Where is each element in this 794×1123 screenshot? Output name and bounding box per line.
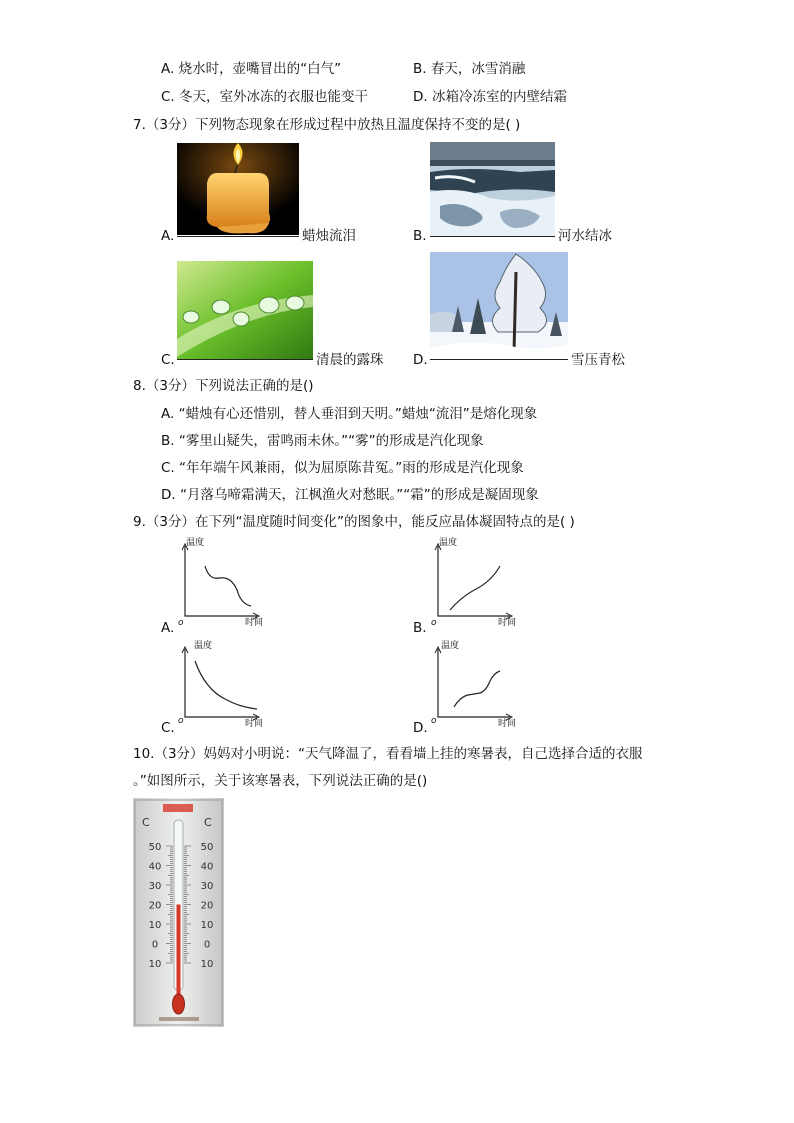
scale-label-left: 0 [151,939,159,951]
q9-b-origin: o [431,618,437,628]
q9-c-y-label: 温度 [194,641,213,651]
q8-option-a: A. “蜡烛有心还惜别，替人垂泪到天明。”蜡烛“流泪”是熔化现象 [161,406,538,422]
scale-label-left: 40 [148,861,162,873]
q9-a-x-label: 时间 [245,618,264,628]
dewdrop-image [177,261,313,359]
q9-c-origin: o [178,716,184,726]
q10-stem-line2: 。”如图所示，关于该寒暑表，下列说法正确的是() [133,773,428,789]
scale-label-right: 20 [200,900,214,912]
q9-b-y-label: 温度 [439,538,458,548]
frozen-river-image [430,142,555,236]
q7-b-underline [430,236,555,237]
scale-label-left: 20 [148,900,162,912]
q9-option-d-letter: D. [413,720,428,736]
q7-d-underline [430,359,568,360]
thermometer-image [133,798,224,1027]
q9-option-c-letter: C. [161,720,175,736]
q6-option-c: C. 冬天，室外冰冻的衣服也能变干 [161,89,369,105]
q8-stem: 8.（3分）下列说法正确的是() [133,378,314,394]
q7-option-c-caption: 清晨的露珠 [316,352,384,368]
q9-d-y-label: 温度 [441,641,460,651]
q9-a-origin: o [178,618,184,628]
q7-a-underline [177,236,299,237]
q9-d-x-label: 时间 [498,719,517,729]
q6-option-b: B. 春天，冰雪消融 [413,61,526,77]
q7-c-underline [177,359,313,360]
scale-label-right: 10 [200,920,214,931]
candle-image [177,143,299,235]
q9-c-x-label: 时间 [245,719,264,729]
snow-pine-image [430,252,568,359]
q7-option-c-letter: C. [161,352,175,368]
scale-label-right: 10 [200,959,214,970]
q7-option-d-letter: D. [413,352,428,368]
q9-stem: 9.（3分）在下列“温度随时间变化”的图象中，能反应晶体凝固特点的是( ) [133,514,575,530]
q9-option-a-letter: A. [161,620,175,636]
q7-stem: 7.（3分）下列物态现象在形成过程中放热且温度保持不变的是( ) [133,117,521,133]
q9-a-y-label: 温度 [186,538,205,548]
q7-option-a-letter: A. [161,228,175,244]
q7-option-b-caption: 河水结冰 [558,228,612,244]
q8-option-c: C. “年年端午风兼雨，似为屈原陈昔冤。”雨的形成是汽化现象 [161,460,524,476]
q9-b-x-label: 时间 [498,618,517,628]
q8-option-d: D. “月落乌啼霜满天，江枫渔火对愁眠。”“霜”的形成是凝固现象 [161,487,539,503]
q7-option-a-caption: 蜡烛流泪 [302,228,356,244]
scale-label-right: 50 [200,842,214,853]
unit-left: C [142,816,150,829]
scale-label-right: 0 [203,939,211,951]
scale-label-left: 10 [148,959,162,970]
q9-d-origin: o [431,716,437,726]
unit-right: C [204,816,212,829]
scale-label-left: 10 [148,920,162,931]
q9-option-b-letter: B. [413,620,427,636]
scale-label-left: 30 [148,881,162,892]
q7-option-b-letter: B. [413,228,427,244]
scale-label-right: 40 [200,861,214,873]
q6-option-a: A. 烧水时，壶嘴冒出的“白气” [161,61,342,77]
q10-stem-line1: 10.（3分）妈妈对小明说：“天气降温了，看看墙上挂的寒暑表，自己选择合适的衣服 [133,746,643,762]
scale-label-right: 30 [200,881,214,892]
q6-option-d: D. 冰箱冷冻室的内壁结霜 [413,89,567,105]
q7-option-d-caption: 雪压青松 [571,352,625,368]
liquid-column [177,905,181,999]
scale-label-left: 50 [148,842,162,853]
q8-option-b: B. “雾里山疑失，雷鸣雨未休。”“雾”的形成是汽化现象 [161,433,484,449]
